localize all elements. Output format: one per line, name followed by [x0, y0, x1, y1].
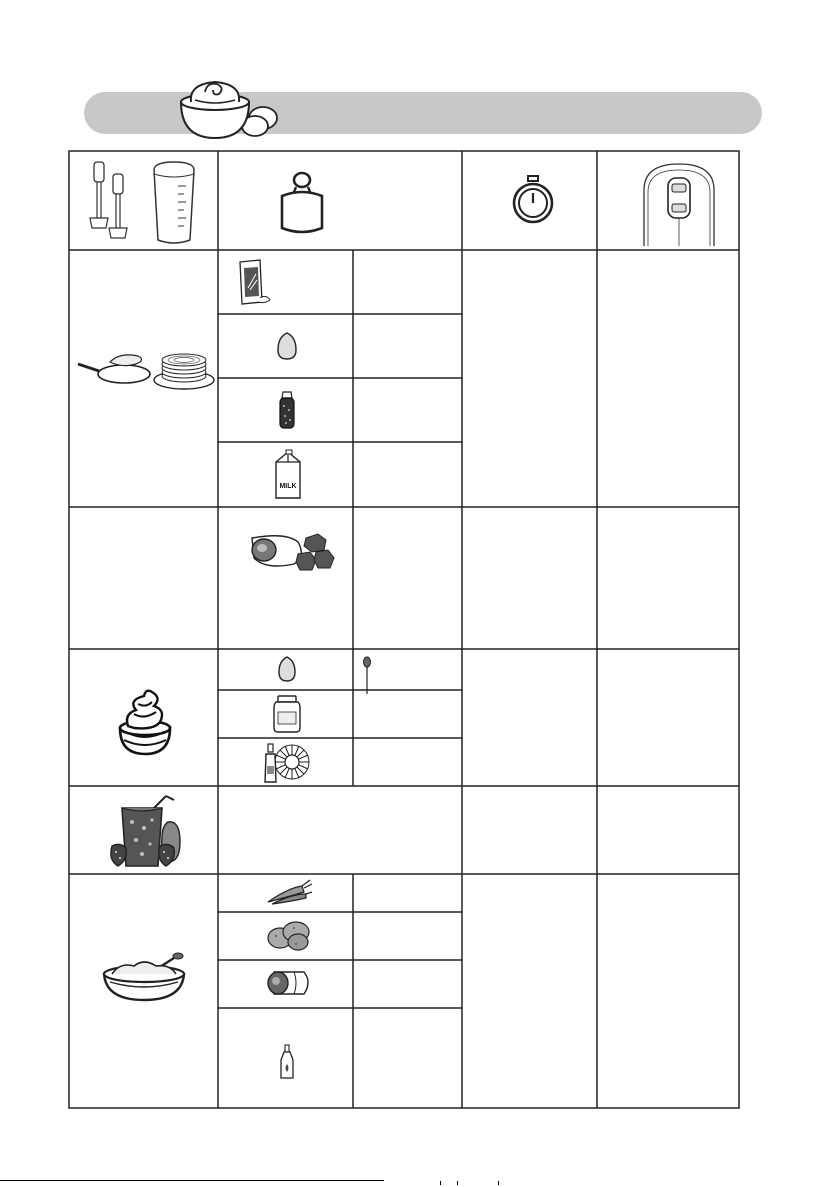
oil-bottle-and-sunflower-icon — [258, 742, 310, 784]
footer-rule — [0, 1180, 384, 1181]
whipped-cream-bowl-with-eggs-icon — [175, 76, 285, 140]
speed-control-handle-icon — [640, 160, 718, 246]
puree-bowl-with-spoon-icon — [100, 950, 188, 1002]
ham-and-meat-cubes-icon — [246, 528, 336, 574]
egg-icon — [276, 331, 298, 361]
crop-mark — [440, 1181, 441, 1185]
carrots-icon — [264, 878, 314, 906]
stopwatch-icon — [510, 175, 556, 225]
whipped-cream-bowl-icon — [114, 686, 176, 756]
hand-blender-and-beaker-icon — [80, 158, 210, 246]
crop-mark — [457, 1181, 458, 1185]
salt-shaker-icon — [277, 390, 297, 430]
flour-bag-icon — [236, 258, 272, 306]
mustard-jar-icon — [272, 694, 302, 734]
crop-mark — [498, 1181, 499, 1185]
smoothie-glass-with-fruit-icon — [106, 792, 186, 870]
weight-icon — [278, 170, 326, 236]
teaspoon-icon — [362, 656, 372, 696]
oil-bottle-icon — [278, 1044, 296, 1080]
potatoes-icon — [264, 918, 312, 952]
milk-carton-icon — [272, 448, 304, 500]
frying-pan-and-pancake-stack-icon — [76, 344, 216, 392]
ham-icon — [264, 968, 314, 998]
milk-label: MILK — [279, 483, 297, 490]
egg-icon — [277, 655, 297, 683]
